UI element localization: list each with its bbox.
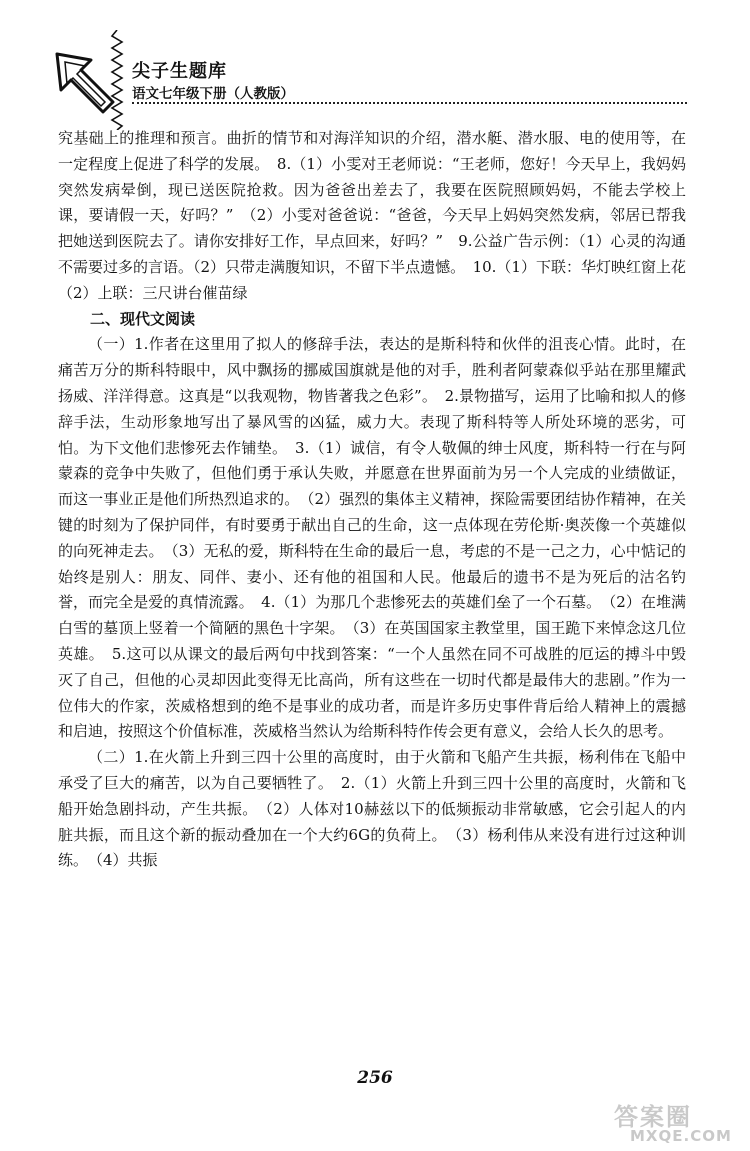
book-subtitle: 语文七年级下册（人教版）: [132, 86, 294, 102]
header-divider: [132, 102, 687, 104]
arrow-icon: [55, 52, 117, 114]
section-heading: 二、现代文阅读: [90, 309, 196, 328]
zigzag-divider: [110, 30, 124, 130]
watermark-url: MXQE.COM: [630, 1127, 732, 1145]
book-title: 尖子生题库: [132, 61, 227, 82]
watermark-logo: [600, 1095, 750, 1151]
watermark-main: 答案圈: [614, 1103, 692, 1131]
page-header: [0, 0, 750, 120]
paragraph-part-one: （一）1.作者在这里用了拟人的修辞手法，表达的是斯科特和伙伴的沮丧心情。此时，在痛苦万分的斯科特眼中，风中飘扬的挪威国旗就是他的对手，胜利者阿蒙森似乎站在那里耀武扬威、洋洋得意。这真是“以我观物，物皆著我之色彩”。 2.景物描写，运用了比喻和拟人的修辞手法，生动形象地写出了暴风雪的凶猛，威力大。表现了斯科特等人所处环境的恶劣，可怕。为下文他们悲惨死去作铺垫。 3.（1）诚信，有令人敬佩的绅士风度，斯科特一行在与阿蒙森的竞争中失败了，但他们勇于承认失败，并愿意在世界面前为另一个人完成的业绩做证，而这一事业正是他们所热烈追求的。 （2）强烈的集体主义精神，探险需要团结协作精神，在关键的时刻为了保护同伴，有时要勇于献出自己的生命，这一点体现在劳伦斯·奥茨像一个英雄似的向死神走去。 （3）无私的爱，斯科特在生命的最后一息，考虑的不是一己之力，心中惦记的始终是别人：朋友、同伴、妻小、还有他的祖国和人民。他最后的遗书不是为死后的沽名钓誉，而完全是爱的真情流露。 4.（1）为那几个悲惨死去的英雄们垒了一个石墓。 （2）在堆满白雪的墓顶上竖着一个简陋的黑色十字架。 （3）在英国国家主教堂里，国王跪下来悼念这几位英雄。 5.这可以从课文的最后两句中找到答案：“一个人虽然在同不可战胜的厄运的搏斗中毁灭了自己，但他的心灵却因此变得无比高尚，所有这些在一切时代都是最伟大的悲剧。”作为一位伟大的作家，茨威格想到的绝不是事业的成功者，而是许多历史事件背后给人精神上的震撼和启迪，按照这个价值标准，茨威格当然认为给斯科特作传会更有意义，会给人长久的思考。: [58, 335, 686, 741]
paragraph-part-two: （二）1.在火箭上升到三四十公里的高度时，由于火箭和飞船产生共振，杨利伟在飞船中承受了巨大的痛苦，以为自己要牺牲了。 2.（1）火箭上升到三四十公里的高度时，火箭和飞船开始急剧抖动，产生共振。 （2）人体对10赫兹以下的低频振动非常敏感，它会引起人的内脏共振，而且这个新的振动叠加在一个大约6G的负荷上。 （3）杨利伟从来没有进行过这种训练。 （4）共振: [58, 748, 686, 870]
page-number: 256: [357, 1068, 393, 1088]
paragraph-continuation: 究基础上的推理和预言。曲折的情节和对海洋知识的介绍，潜水艇、潜水服、电的使用等，在一定程度上促进了科学的发展。 8.（1）小雯对王老师说：“王老师，您好！今天早上，我妈妈突然发病晕倒，现已送医院抢救。因为爸爸出差去了，我要在医院照顾妈妈，不能去学校上课，要请假一天，好吗？” （2）小雯对爸爸说：“爸爸，今天早上妈妈突然发病，邻居已帮我把她送到医院去了。请你安排好工作，早点回来，好吗？” 9.公益广告示例：（1）心灵的沟通不需要过多的言语。（2）只带走满腹知识，不留下半点遗憾。 10.（1）下联：华灯映红窗上花 （2）上联：三尺讲台催苗绿: [58, 129, 702, 302]
answer-content: [58, 126, 702, 874]
